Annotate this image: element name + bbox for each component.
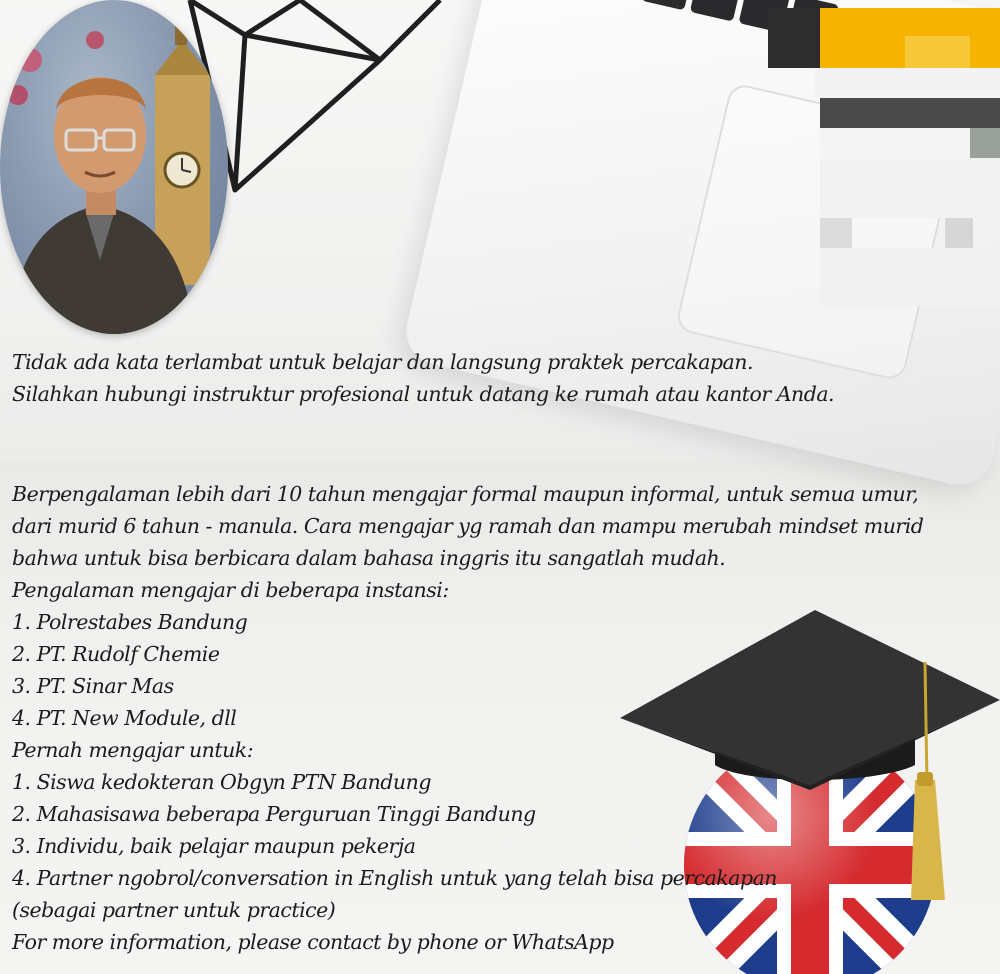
body-line: dari murid 6 tahun - manula. Cara mengajar yg ramah dan mampu merubah mindset murid [12, 514, 924, 538]
body-line: Berpengalaman lebih dari 10 tahun mengajar formal maupun informal, untuk semua umur, [12, 482, 919, 506]
list-item: 3. Individu, baik pelajar maupun pekerja [12, 834, 416, 858]
list-item: 2. PT. Rudolf Chemie [12, 642, 220, 666]
body-line: Pengalaman mengajar di beberapa instansi: [12, 578, 449, 602]
intro-line: Tidak ada kata terlambat untuk belajar dan langsung praktek percakapan. [12, 350, 753, 374]
intro-line: Silahkan hubungi instruktur profesional untuk datang ke rumah atau kantor Anda. [12, 382, 835, 406]
list-item: 3. PT. Sinar Mas [12, 674, 174, 698]
body-text [12, 478, 923, 958]
body-line: Pernah mengajar untuk: [12, 738, 254, 762]
key [690, 0, 742, 22]
body-line: (sebagai partner untuk practice) [12, 898, 336, 922]
key [641, 0, 693, 10]
list-item: 4. PT. New Module, dll [12, 706, 237, 730]
instructor-portrait [0, 0, 228, 334]
intro-text [12, 346, 834, 410]
list-item: 2. Mahasisawa beberapa Perguruan Tinggi Bandung [12, 802, 536, 826]
list-item: 1. Siswa kedokteran Obgyn PTN Bandung [12, 770, 431, 794]
body-line: bahwa untuk bisa berbicara dalam bahasa inggris itu sangatlah mudah. [12, 546, 726, 570]
list-item: 1. Polrestabes Bandung [12, 610, 248, 634]
list-item: 4. Partner ngobrol/conversation in English untuk yang telah bisa percakapan [12, 866, 777, 890]
contact-line: For more information, please contact by phone or WhatsApp [12, 930, 614, 954]
